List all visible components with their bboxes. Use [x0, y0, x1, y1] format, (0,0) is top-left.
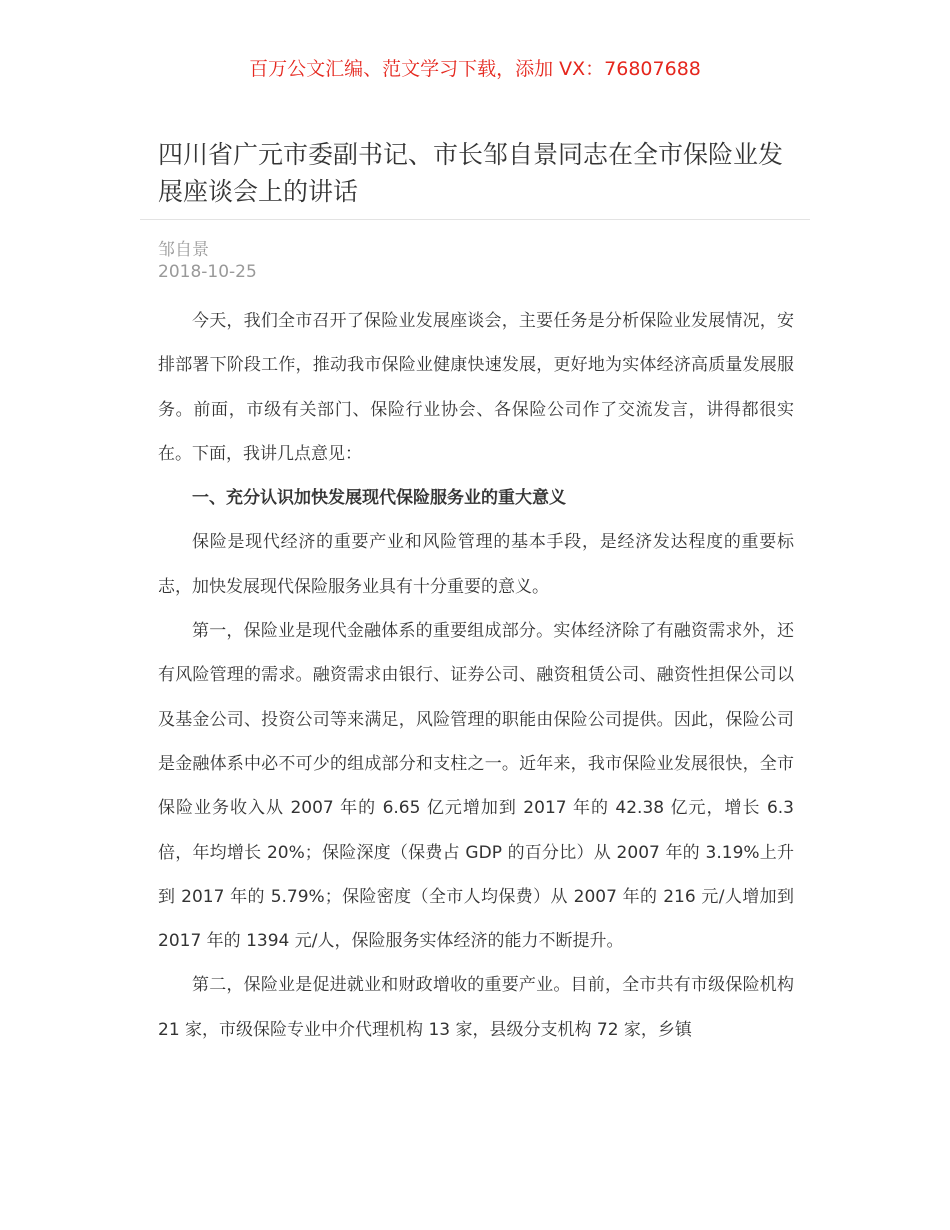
- paragraph: 今天，我们全市召开了保险业发展座谈会，主要任务是分析保险业发展情况，安排部署下阶段工作，推动我市保险业健康快速发展，更好地为实体经济高质量发展服务。前面，市级有关部门、保险行业协会、各保险公司作了交流发言，讲得都很实在。下面，我讲几点意见：: [158, 311, 794, 464]
- article-body: [158, 299, 794, 1052]
- section-heading: 一、充分认识加快发展现代保险服务业的重大意义: [192, 488, 566, 509]
- article-date: 2018-10-25: [158, 262, 257, 282]
- paragraph: 第一，保险业是现代金融体系的重要组成部分。实体经济除了有融资需求外，还有风险管理的需求。融资需求由银行、证券公司、融资租赁公司、融资性担保公司以及基金公司、投资公司等来满足，风险管理的职能由保险公司提供。因此，保险公司是金融体系中必不可少的组成部分和支柱之一。近年来，我市保险业发展很快，全市保险业务收入从 2007 年的 6.65 亿元增加到 2017 年的 42.38 亿元，增长 6.3 倍，年均增长 20%；保险深度（保费占 GDP 的百分比）从 2007 年的 3.19%上升到 2017 年的 5.79%；保险密度（全市人均保费）从 2007 年的 216 元/人增加到 2017 年的 1394 元/人，保险服务实体经济的能力不断提升。: [158, 621, 794, 952]
- paragraph: 第二，保险业是促进就业和财政增收的重要产业。目前，全市共有市级保险机构 21 家，市级保险专业中介代理机构 13 家，县级分支机构 72 家，乡镇: [158, 975, 794, 1040]
- title-divider: [140, 219, 810, 220]
- paragraph: 保险是现代经济的重要产业和风险管理的基本手段，是经济发达程度的重要标志，加快发展现代保险服务业具有十分重要的意义。: [158, 532, 794, 597]
- promo-banner: 百万公文汇编、范文学习下载，添加 VX：76807688: [249, 58, 701, 80]
- article-author: 邹自景: [158, 240, 209, 260]
- article-title: 四川省广元市委副书记、市长邹自景同志在全市保险业发展座谈会上的讲话: [158, 140, 784, 206]
